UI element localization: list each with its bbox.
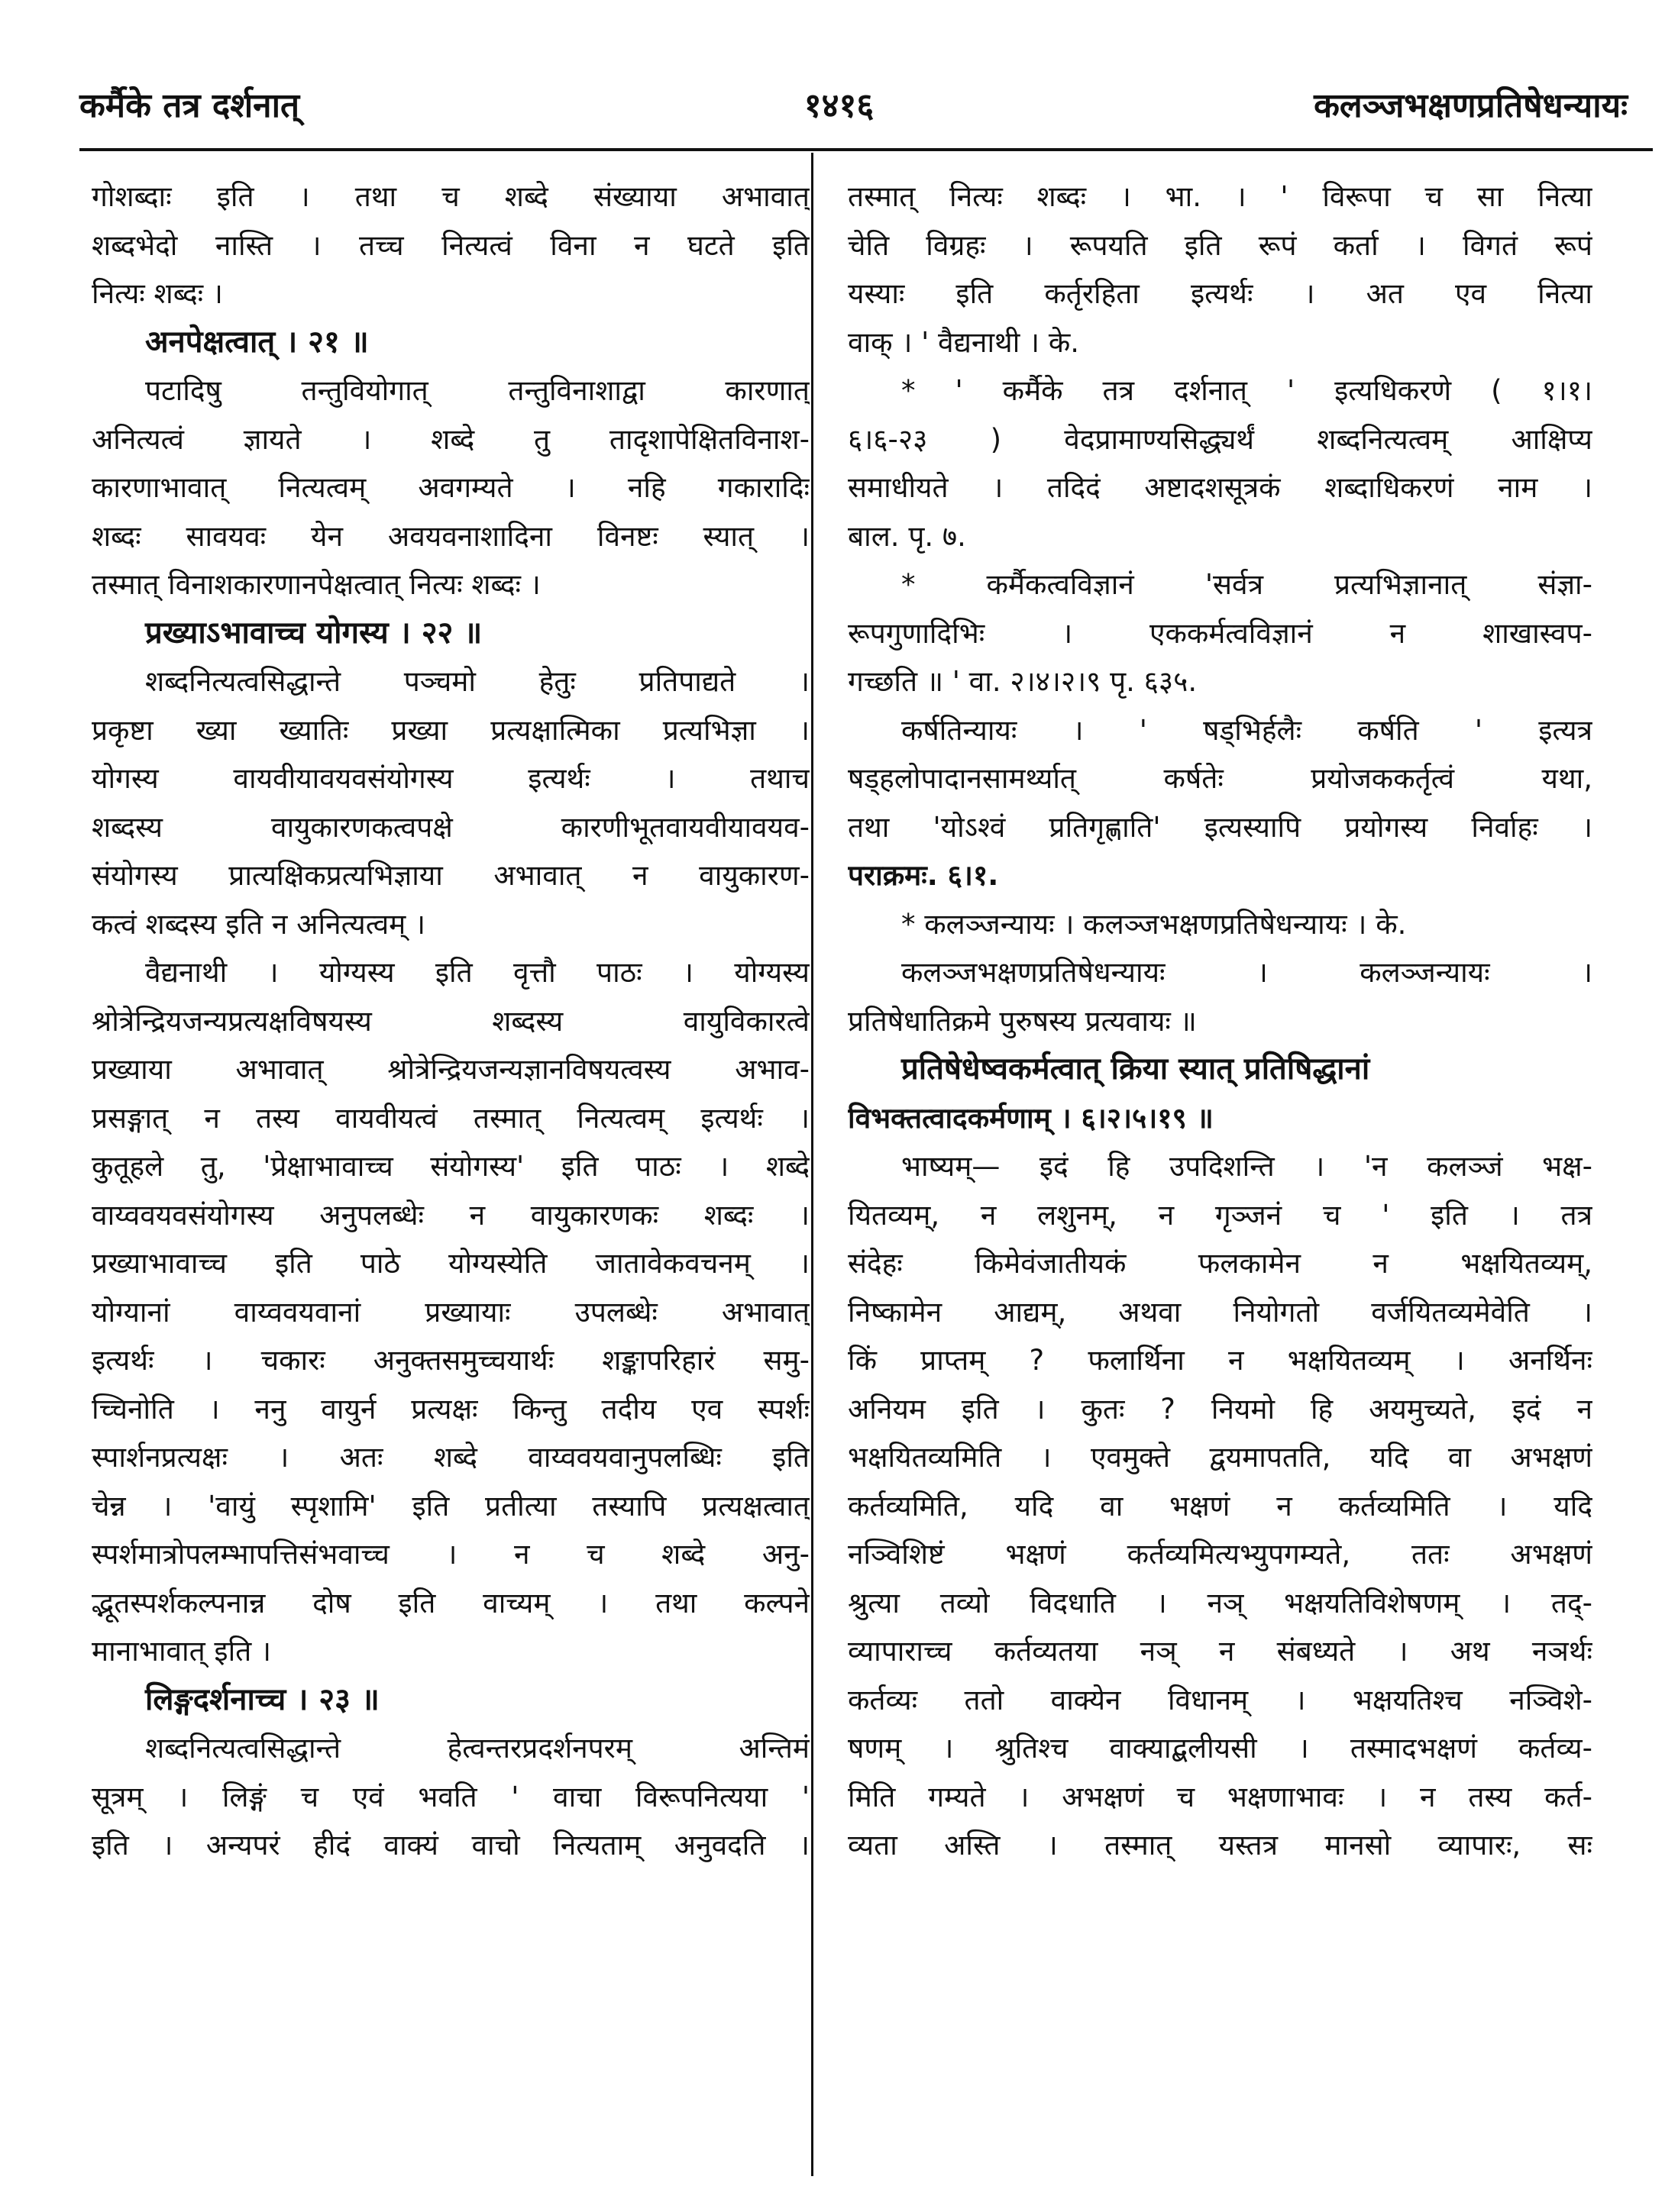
header-rule bbox=[79, 148, 1653, 151]
sutra-heading: लिङ्गदर्शनाच्च । २३ ॥ bbox=[145, 1681, 380, 1717]
text-line: स्पर्शमात्रोपलम्भापत्तिसंभवाच्च । न च शब्दे अनु- bbox=[92, 1538, 810, 1571]
text-line: भाष्यम्— इदं हि उपदिशन्ति । 'न कलञ्जं भक्ष- bbox=[901, 1150, 1592, 1183]
text-line: प्रख्याभावाच्च इति पाठे योग्यस्येति जातावेकवचनम् । bbox=[92, 1247, 810, 1280]
text-line: किं प्राप्तम् ? फलार्थिना न भक्षयितव्यम् । अनर्थिनः bbox=[848, 1344, 1592, 1377]
text-line: प्रकृष्टा ख्या ख्यातिः प्रख्या प्रत्यक्षात्मिका प्रत्यभिज्ञा । bbox=[92, 713, 810, 747]
text-line: यितव्यम्, न लशुनम्, न गृञ्जनं च ' इति । तत्र bbox=[848, 1198, 1592, 1232]
text-line: * ' कर्मैके तत्र दर्शनात् ' इत्यधिकरणे ( १।१। bbox=[901, 374, 1592, 407]
text-line: इत्यर्थः । चकारः अनुक्तसमुच्चयार्थः शङ्कापरिहारं समु- bbox=[92, 1344, 810, 1377]
text-line: अनियम इति । कुतः ? नियमो हि अयमुच्यते, इदं न bbox=[848, 1392, 1592, 1426]
right-column bbox=[848, 173, 1592, 1870]
text-line: प्रख्याया अभावात् श्रोत्रेन्द्रियजन्यज्ञानविषयत्वस्य अभाव- bbox=[92, 1053, 810, 1086]
running-header-right: कलञ्जभक्षणप्रतिषेधन्यायः bbox=[1314, 86, 1628, 125]
text-line: तस्मात् विनाशकारणानपेक्षत्वात् नित्यः शब्दः । bbox=[92, 568, 541, 601]
text-line: व्यापाराच्च कर्तव्यतया नञ् न संबध्यते । अथ नञर्थः bbox=[848, 1635, 1592, 1668]
text-line: द्भूतस्पर्शकल्पनान्न दोष इति वाच्यम् । तथा कल्पने bbox=[92, 1586, 810, 1619]
text-line: वैद्यनाथी । योग्यस्य इति वृत्तौ पाठः । योग्यस्य bbox=[145, 956, 810, 989]
text-line: समाधीयते । तदिदं अष्टादशसूत्रकं शब्दाधिकरणं नाम । bbox=[848, 471, 1592, 504]
column-divider bbox=[811, 153, 813, 2176]
text-line: पराक्रमः. ६।१. bbox=[848, 859, 999, 892]
sutra-heading: विभक्तत्वादकर्मणाम् । ६।२।५।१९ ॥ bbox=[848, 1101, 1214, 1135]
text-line: निष्कामेन आद्यम्, अथवा नियोगतो वर्जयितव्यमेवेति । bbox=[848, 1295, 1592, 1329]
text-line: च्चिनोति । ननु वायुर्न प्रत्यक्षः किन्तु तदीय एव स्पर्शः bbox=[92, 1392, 810, 1426]
text-line: नित्यः शब्दः । bbox=[92, 277, 223, 310]
text-line: कर्तव्यमिति, यदि वा भक्षणं न कर्तव्यमिति । यदि bbox=[848, 1489, 1592, 1523]
text-line: नञ्विशिष्टं भक्षणं कर्तव्यमित्यभ्युपगम्यते, ततः अभक्षणं bbox=[848, 1538, 1592, 1571]
text-line: यस्याः इति कर्तृरहिता इत्यर्थः । अत एव नित्या bbox=[848, 277, 1592, 310]
text-line: गच्छति ॥ ' वा. २।४।२।९ पृ. ६३५. bbox=[848, 665, 1198, 698]
text-line: कुतूहले तु, 'प्रेक्षाभावाच्च संयोगस्य' इति पाठः । शब्दे bbox=[92, 1150, 810, 1183]
text-line: योग्यानां वाय्ववयवानां प्रख्यायाः उपलब्धेः अभावात् bbox=[92, 1295, 810, 1329]
text-line: वाय्ववयवसंयोगस्य अनुपलब्धेः न वायुकारणकः शब्दः । bbox=[92, 1198, 810, 1232]
text-line: स्पार्शनप्रत्यक्षः । अतः शब्दे वाय्ववयवानुपलब्धिः इति bbox=[92, 1441, 810, 1474]
text-line: पटादिषु तन्तुवियोगात् तन्तुविनाशाद्वा कारणात् bbox=[145, 374, 810, 407]
text-line: श्रुत्या तव्यो विदधाति । नञ् भक्षयतिविशेषणम् । तद्- bbox=[848, 1586, 1592, 1619]
text-line: शब्दनित्यत्वसिद्धान्ते पञ्चमो हेतुः प्रतिपाद्यते । bbox=[145, 665, 810, 698]
text-line: शब्दभेदो नास्ति । तच्च नित्यत्वं विना न घटते इति bbox=[92, 228, 810, 262]
text-line: कारणाभावात् नित्यत्वम् अवगम्यते । नहि गकारादिः bbox=[92, 471, 810, 504]
page-number: १४१६ bbox=[803, 86, 875, 125]
text-line: * कर्मैकत्वविज्ञानं 'सर्वत्र प्रत्यभिज्ञानात् संज्ञा- bbox=[901, 568, 1592, 601]
text-line: शब्दनित्यत्वसिद्धान्ते हेत्वन्तरप्रदर्शनपरम् अन्तिमं bbox=[145, 1732, 810, 1765]
left-column bbox=[92, 173, 810, 1870]
text-line: सूत्रम् । लिङ्गं च एवं भवति ' वाचा विरूपनित्यया ' bbox=[92, 1780, 810, 1813]
text-line: प्रसङ्गात् न तस्य वायवीयत्वं तस्मात् नित्यत्वम् इत्यर्थः । bbox=[92, 1101, 810, 1135]
text-line: संदेहः किमेवंजातीयकं फलकामेन न भक्षयितव्यम्, bbox=[848, 1247, 1592, 1280]
running-header-left: कर्मैके तत्र दर्शनात् bbox=[79, 86, 300, 125]
text-line: तथा 'योऽश्वं प्रतिगृह्णाति' इत्यस्यापि प्रयोगस्य निर्वाहः । bbox=[848, 810, 1592, 844]
text-line: मानाभावात् इति । bbox=[92, 1635, 272, 1668]
text-line: कत्वं शब्दस्य इति न अनित्यत्वम् । bbox=[92, 907, 426, 941]
text-line: शब्दः सावयवः येन अवयवनाशादिना विनष्टः स्यात् । bbox=[92, 519, 810, 553]
text-line: योगस्य वायवीयावयवसंयोगस्य इत्यर्थः । तथाच bbox=[92, 762, 810, 795]
sutra-heading: प्रतिषेधेष्वकर्मत्वात् क्रिया स्यात् प्रतिषिद्धानां bbox=[901, 1051, 1370, 1087]
text-line: संयोगस्य प्रात्यक्षिकप्रत्यभिज्ञाया अभावात् न वायुकारण- bbox=[92, 859, 810, 892]
text-line: चेति विग्रहः । रूपयति इति रूपं कर्ता । विगतं रूपं bbox=[848, 228, 1592, 262]
text-line: तस्मात् नित्यः शब्दः । भा. । ' विरूपा च सा नित्या bbox=[848, 180, 1592, 213]
text-line: गोशब्दाः इति । तथा च शब्दे संख्याया अभावात् bbox=[92, 180, 810, 213]
text-line: श्रोत्रेन्द्रियजन्यप्रत्यक्षविषयस्य शब्दस्य वायुविकारत्वे bbox=[92, 1004, 810, 1038]
text-line: प्रतिषेधातिक्रमे पुरुषस्य प्रत्यवायः ॥ bbox=[848, 1004, 1197, 1038]
text-line: अनित्यत्वं ज्ञायते । शब्दे तु तादृशापेक्षितविनाश- bbox=[92, 422, 810, 456]
text-line: मिति गम्यते । अभक्षणं च भक्षणाभावः । न तस्य कर्त- bbox=[848, 1780, 1592, 1813]
text-line: चेन्न । 'वायुं स्पृशामि' इति प्रतीत्या तस्यापि प्रत्यक्षत्वात् bbox=[92, 1489, 810, 1523]
text-line: शब्दस्य वायुकारणकत्वपक्षे कारणीभूतवायवीयावयव- bbox=[92, 810, 810, 844]
text-line: ६।६-२३ ) वेदप्रामाण्यसिद्ध्यर्थं शब्दनित्यत्वम् आक्षिप्य bbox=[848, 422, 1592, 456]
text-line: बाल. पृ. ७. bbox=[848, 519, 966, 553]
text-line: * कलञ्जन्यायः । कलञ्जभक्षणप्रतिषेधन्यायः । के. bbox=[901, 907, 1407, 941]
text-line: कर्षतिन्यायः । ' षड्भिर्हलैः कर्षति ' इत्यत्र bbox=[901, 713, 1592, 747]
text-line: कर्तव्यः ततो वाक्येन विधानम् । भक्षयतिश्च नञ्विशे- bbox=[848, 1683, 1592, 1716]
text-line: वाक् । ' वैद्यनाथी । के. bbox=[848, 325, 1079, 359]
sutra-heading: अनपेक्षत्वात् । २१ ॥ bbox=[145, 324, 369, 360]
sutra-heading: प्रख्याऽभावाच्च योगस्य । २२ ॥ bbox=[145, 615, 483, 651]
text-line: कलञ्जभक्षणप्रतिषेधन्यायः । कलञ्जन्यायः । bbox=[901, 956, 1592, 989]
text-line: रूपगुणादिभिः । एककर्मत्वविज्ञानं न शाखास्वप- bbox=[848, 616, 1592, 650]
text-line: इति । अन्यपरं हीदं वाक्यं वाचो नित्यताम् अनुवदति । bbox=[92, 1829, 810, 1862]
text-line: भक्षयितव्यमिति । एवमुक्ते द्वयमापतति, यदि वा अभक्षणं bbox=[848, 1441, 1592, 1474]
text-line: षणम् । श्रुतिश्च वाक्याद्बलीयसी । तस्मादभक्षणं कर्तव्य- bbox=[848, 1732, 1592, 1765]
text-line: व्यता अस्ति । तस्मात् यस्तत्र मानसो व्यापारः, सः bbox=[848, 1829, 1592, 1862]
text-line: षड्हलोपादानसामर्थ्यात् कर्षतेः प्रयोजककर्तृत्वं यथा, bbox=[848, 762, 1592, 795]
